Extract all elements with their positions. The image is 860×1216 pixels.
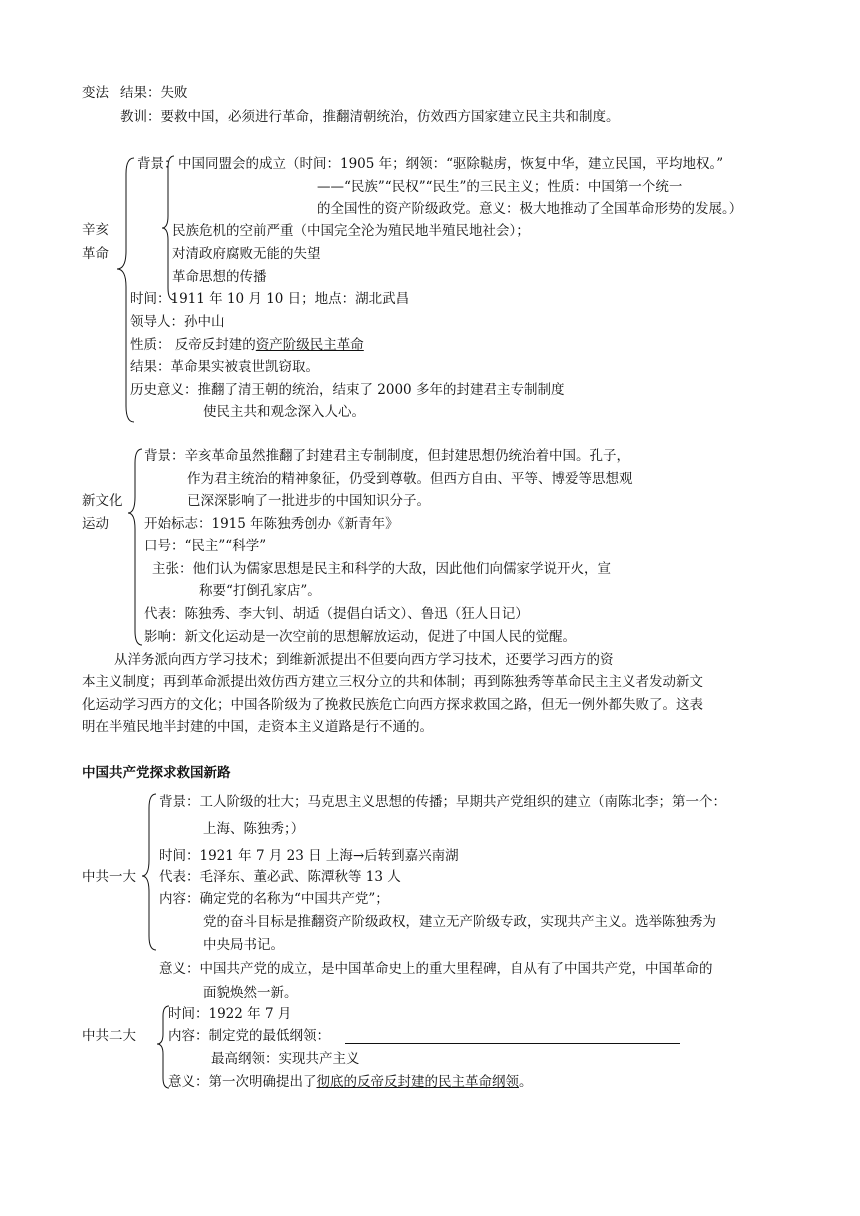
- summary-line-4: 明在半殖民地半封建的中国，走资本主义道路是行不通的。: [82, 719, 433, 735]
- xinhai-bg-6: 革命思想的传播: [172, 269, 267, 285]
- xinwenhua-start: 开始标志：1915 年陈独秀创办《新青年》: [144, 516, 399, 532]
- xinwenhua-bg-3: 已深深影响了一批进步的中国知识分子。: [187, 493, 430, 509]
- summary-line-2: 本主义制度；再到革命派提出效仿西方建立三权分立的共和体制；再到陈独秀等革命民主主义者发动新文: [82, 674, 703, 690]
- xinwenhua-reps: 代表：陈独秀、李大钊、胡适（提倡白话文）、鲁迅（狂人日记）: [144, 606, 529, 622]
- yida-bg-2: 上海、陈独秀；）: [203, 821, 305, 837]
- xinhai-nature: [130, 336, 364, 354]
- xinwenhua-title-2: 运动: [82, 516, 109, 532]
- yida-content-1: 内容：确定党的名称为“中国共产党”；: [159, 891, 389, 907]
- erda-meaning-end: 。: [519, 1074, 533, 1090]
- xinwenhua-claim-1: 主张：他们认为儒家思想是民主和科学的大敌，因此他们向儒家学说开火，宣: [152, 561, 611, 577]
- yida-reps: 代表：毛泽东、董必武、陈潭秋等 13 人: [159, 869, 401, 885]
- xinhai-bg-3: 的全国性的资产阶级政党。意义：极大地推动了全国革命形势的发展。）: [317, 201, 743, 217]
- xinhai-bg-label: 背景：: [137, 156, 178, 172]
- xinhai-meaning-1: 历史意义：推翻了清王朝的统治，结束了 2000 多年的封建君主专制制度: [130, 382, 565, 398]
- xinwenhua-claim-2: 称要“打倒孔家店”。: [199, 583, 321, 599]
- xinwenhua-brace: [126, 447, 144, 647]
- yida-meaning-2: 面貌焕然一新。: [203, 985, 298, 1001]
- yida-title: 中共一大: [82, 869, 136, 885]
- xinhai-bg-1: 中国同盟会的成立（时间：1905 年；纲领：“驱除鞑虏，恢复中华，建立民国，平均地权。”: [178, 156, 724, 172]
- erda-meaning: [168, 1073, 533, 1091]
- summary-line-1: 从洋务派向西方学习技术；到维新派提出不但要向西方学习技术，还要学习西方的资: [114, 652, 614, 668]
- xinhai-nature-underlined: 资产阶级民主革命: [255, 337, 364, 353]
- erda-content-2: 最高纲领：实现共产主义: [211, 1051, 360, 1067]
- xinwenhua-bg-2: 作为君主统治的精神象征，仍受到尊敬。但西方自由、平等、博爱等思想观: [187, 471, 633, 487]
- erda-meaning-label: 意义：第一次明确提出了: [168, 1074, 317, 1090]
- xinwenhua-bg-1: 背景：辛亥革命虽然推翻了封建君主专制制度，但封建思想仍统治着中国。孔子，: [144, 448, 630, 464]
- summary-line-3: 化运动学习西方的文化；中国各阶级为了挽救民族危亡向西方探求救国之路，但无一例外都失败了。这表: [82, 697, 703, 713]
- yida-meaning-1: 意义：中国共产党的成立，是中国革命史上的重大里程碑，自从有了中国共产党，中国革命的: [159, 961, 713, 977]
- xinhai-bg-5: 对清政府腐败无能的失望: [172, 246, 321, 262]
- xinhai-title-1: 辛亥: [82, 222, 109, 238]
- yida-brace: [140, 792, 158, 952]
- xinhai-nature-label: 性质： 反帝反封建的: [130, 337, 256, 353]
- erda-title: 中共二大: [82, 1028, 136, 1044]
- xinhai-leader: 领导人：孙中山: [130, 314, 225, 330]
- xinhai-meaning-2: 使民主共和观念深入人心。: [203, 404, 365, 420]
- erda-time: 时间：1922 年 7 月: [168, 1006, 292, 1022]
- top-lesson: 教训：要救中国，必须进行革命，推翻清朝统治，仿效西方国家建立民主共和制度。: [120, 109, 620, 125]
- xinhai-title-2: 革命: [82, 246, 109, 262]
- xinwenhua-impact: 影响：新文化运动是一次空前的思想解放运动，促进了中国人民的觉醒。: [144, 629, 576, 645]
- xinhai-time: 时间：1911 年 10 月 10 日；地点：湖北武昌: [130, 291, 410, 307]
- xinhai-bg-2: ——“民族”“民权”“民生”的三民主义；性质：中国第一个统一: [317, 179, 683, 195]
- xinhai-bg-4: 民族危机的空前严重（中国完全沦为殖民地半殖民地社会）；: [172, 223, 530, 239]
- erda-fill-blank[interactable]: [345, 1043, 680, 1044]
- erda-meaning-underlined: 彻底的反帝反封建的民主革命纲领: [316, 1074, 519, 1090]
- xinhai-result: 结果：革命果实被袁世凯窃取。: [130, 359, 319, 375]
- yida-content-3: 中央局书记。: [203, 937, 284, 953]
- top-label: 变法: [82, 85, 109, 101]
- yida-content-2: 党的奋斗目标是推翻资产阶级政权，建立无产阶级专政，实现共产主义。选举陈独秀为: [203, 914, 716, 930]
- xinwenhua-slogan: 口号：“民主”“科学”: [144, 538, 267, 554]
- yida-bg-1: 背景：工人阶级的壮大；马克思主义思想的传播；早期共产党组织的建立（南陈北李；第一个：: [159, 794, 726, 810]
- section-title: 中国共产党探求救国新路: [82, 765, 231, 781]
- erda-content-1: 内容：制定党的最低纲领：: [168, 1028, 330, 1044]
- xinwenhua-title-1: 新文化: [82, 493, 123, 509]
- top-result: 结果：失败: [120, 85, 188, 101]
- yida-time: 时间：1921 年 7 月 23 日 上海→后转到嘉兴南湖: [159, 848, 459, 864]
